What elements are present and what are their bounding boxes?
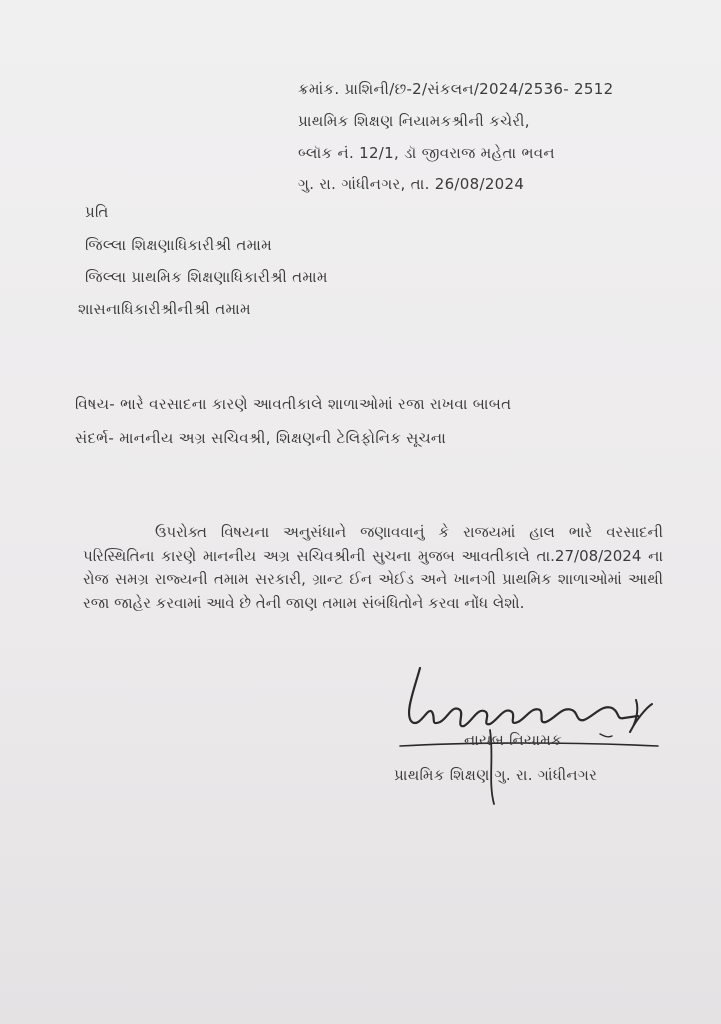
reference-line: સંદર્ભ- માનનીય અગ્ર સચિવશ્રી, શિક્ષણની ટેલિફોનિક સૂચના xyxy=(75,429,447,447)
reference-number: ક્રમાંક. પ્રાશિની/છ-2/સંકલન/2024/2536- 2512 xyxy=(298,80,614,98)
letter-body: ઉપરોક્ત વિષયના અનુસંધાને જણાવવાનું કે રાજયમાં હાલ ભારે વરસાદની પરિસ્થિતિના કારણે માનનીય અગ્ર સચિવશ્રીની સુચના મુજબ આવતીકાલે તા.27/08/2024 ના રોજ સમગ્ર રાજ્યની તમામ સરકારી, ગ્રાન્ટ ઈન એઈડ અને ખાનગી પ્રાથમિક શાળાઓમાં આથી રજા જાહેર કરવામાં આવે છે તેની જાણ તમામ સંબંધિતોને કરવા નોંધ લેશો. xyxy=(83,523,663,612)
signatory-office: પ્રાથમિક શિક્ષણ ગુ. રા. ગાંધીનગર xyxy=(394,766,598,784)
to-label: પ્રતિ xyxy=(85,203,109,221)
recipient-line: જિલ્લા પ્રાથમિક શિક્ષણાધિકારીશ્રી તમામ xyxy=(85,268,328,286)
office-name: પ્રાથમિક શિક્ષણ નિયામકશ્રીની કચેરી, xyxy=(298,112,530,130)
recipient-line: જિલ્લા શિક્ષણાધિકારીશ્રી તમામ xyxy=(85,236,273,254)
signatory-designation: નાયબ નિયામક xyxy=(464,731,563,749)
recipient-line: શાસનાધિકારીશ્રીનીશ્રી તમામ xyxy=(78,300,251,318)
place-and-date: ગુ. રા. ગાંધીનગર, તા. 26/08/2024 xyxy=(298,175,525,193)
subject-line: વિષય- ભારે વરસાદના કારણે આવતીકાલે શાળાઓમાં રજા રાખવા બાબત xyxy=(75,395,512,413)
office-address: બ્લૉક નં. 12/1, ડૉ જીવરાજ મહેતા ભવન xyxy=(298,144,555,162)
